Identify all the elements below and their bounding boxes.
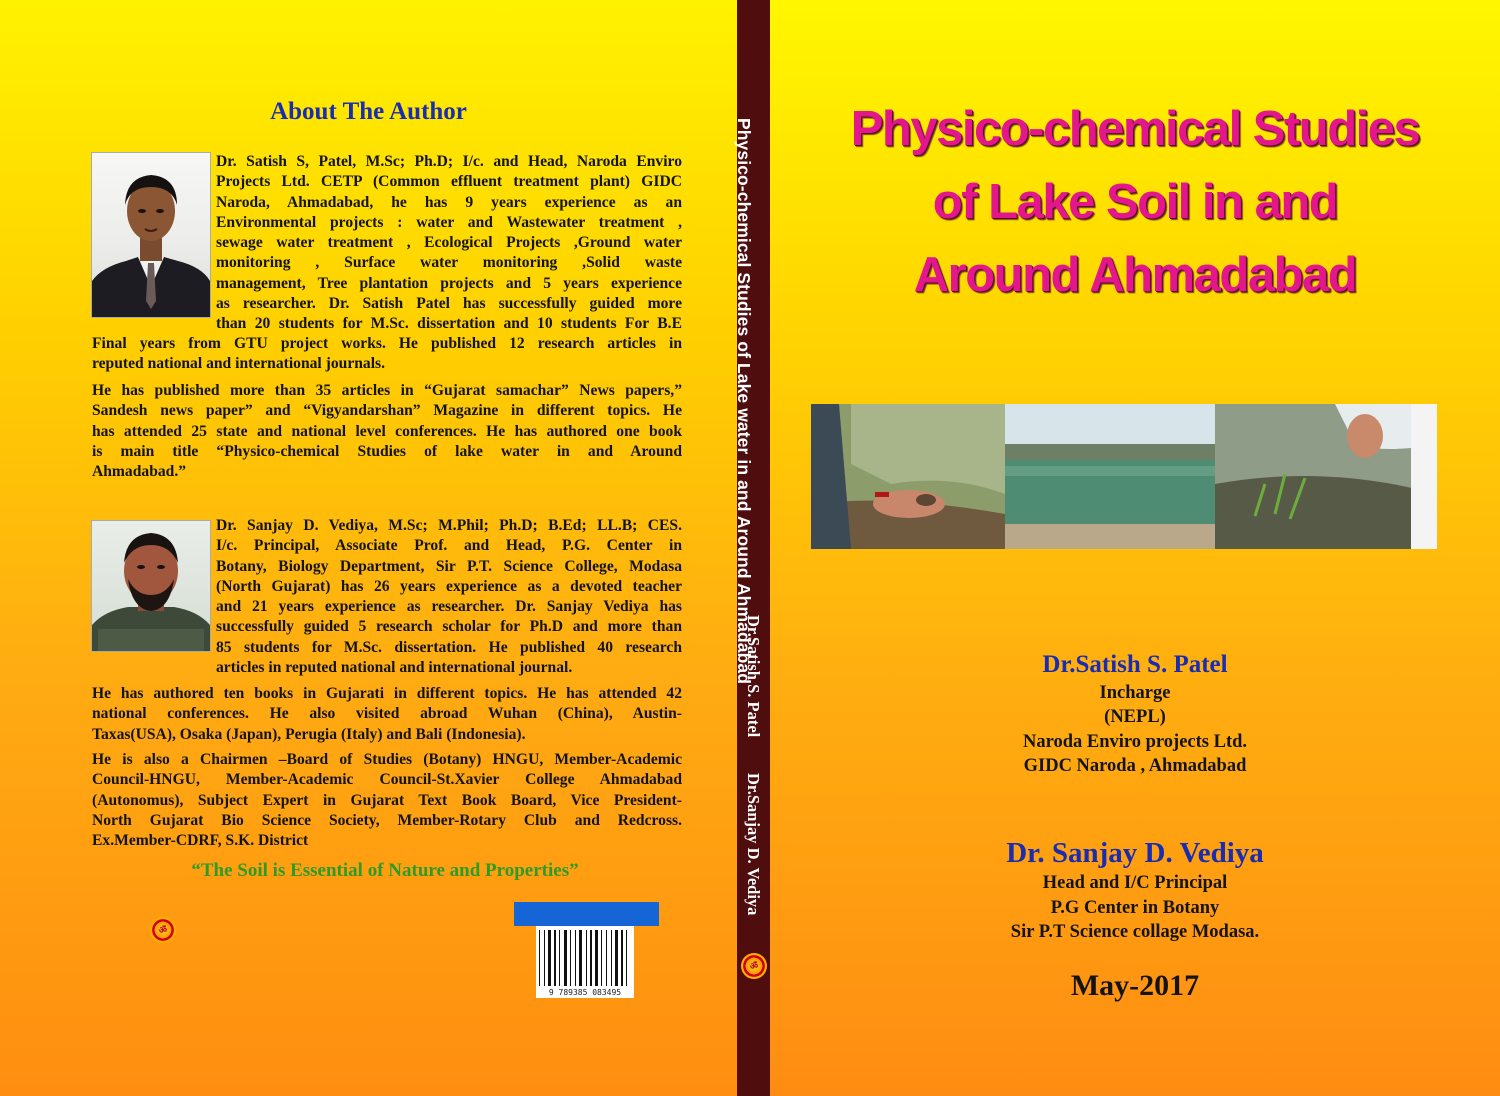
- spine-title: Physico-chemical Studies of Lake water in and Around Ahmadabad: [734, 118, 754, 684]
- price-bar: [514, 902, 659, 926]
- bio-line: North Gujarat Bio Science Society, Member-Rotary Club and Redcross.: [92, 811, 682, 829]
- isbn-barcode: [536, 926, 634, 998]
- front-author1-name: Dr.Satish S. Patel: [1042, 651, 1228, 678]
- author2-photo: [91, 520, 211, 652]
- book-title: [770, 93, 1500, 312]
- motto-quote: “The Soil is Essential of Nature and Properties”: [191, 860, 579, 881]
- bio-line: Sandesh news paper” and “Vigyandarshan” Magazine in different topics. He: [92, 402, 682, 420]
- title-line: Around Ahmadabad: [913, 248, 1357, 302]
- bio-line: 85 students for M.Sc. dissertation. He published 40 research: [216, 638, 682, 656]
- front-author1-line: Incharge: [1099, 683, 1171, 703]
- bio-line: than 20 students for M.Sc. dissertation and 10 students For B.E: [216, 315, 682, 333]
- front-author2-line: Sir P.T Science collage Modasa.: [1010, 922, 1260, 942]
- bio-line: national conferences. He also visited abroad Wuhan (China), Austin-: [92, 705, 682, 723]
- bio-line: has attended 25 state and national level conferences. He has authored one book: [92, 422, 682, 440]
- bio-line: Final years from GTU project works. He published 12 research articles in: [92, 335, 682, 352]
- front-author1-line: (NEPL): [1104, 707, 1166, 727]
- bio-line: Ahmadabad.”: [92, 463, 187, 481]
- bio-line: Taxas(USA), Osaka (Japan), Perugia (Italy) and Bali (Indonesia).: [92, 725, 526, 743]
- bio-line: articles in reputed national and international journal.: [216, 659, 573, 677]
- author1-photo: [91, 152, 211, 318]
- bio-line: (Autonomus), Subject Expert in Gujarat Text Book Board, Vice President-: [92, 791, 682, 809]
- bio-line: He has authored ten books in Gujarati in different topics. He has attended 42: [92, 685, 682, 702]
- author1-bio-wrapped: [216, 152, 682, 335]
- lake-photo: [1005, 404, 1215, 549]
- cover-photo-strip: [811, 404, 1437, 549]
- isbn-number: 9 789385 083495: [548, 988, 622, 997]
- bio-line: and 21 years experience as researcher. Dr. Sanjay Vediya has: [216, 598, 682, 616]
- bio-line: management, Tree plantation projects and 5 years experience: [216, 274, 682, 292]
- bio-line: monitoring , Surface water monitoring ,Solid waste: [216, 254, 682, 272]
- author2-roles: [92, 750, 682, 851]
- bio-line: is main title “Physico-chemical Studies of lake water in and Around: [92, 442, 682, 460]
- bio-line: He is also a Chairmen –Board of Studies (Botany) HNGU, Member-Academic: [92, 751, 682, 768]
- front-author2-name: Dr. Sanjay D. Vediya: [1006, 837, 1264, 869]
- bio-line: Ex.Member-CDRF, S.K. District: [92, 832, 309, 850]
- bio-line: He has published more than 35 articles in “Gujarat samachar” News papers,”: [92, 382, 682, 399]
- bio-line: (North Gujarat) has 26 years experience as a devoted teacher: [216, 577, 682, 595]
- title-line: of Lake Soil in and: [932, 175, 1338, 229]
- spine-author1: Dr.Satish S. Patel: [744, 615, 763, 738]
- bio-line: Naroda, Ahmadabad, he has 9 years experience as an: [216, 193, 682, 211]
- spine-author2: Dr.Sanjay D. Vediya: [744, 773, 763, 916]
- front-author2-line: Head and I/C Principal: [1042, 873, 1228, 893]
- bio-line: Dr. Satish S, Patel, M.Sc; Ph.D; I/c. and Head, Naroda Enviro: [216, 153, 682, 170]
- bio-line: Projects Ltd. CETP (Common effluent treatment plant) GIDC: [216, 173, 682, 191]
- publication-date: May-2017: [1070, 969, 1200, 1002]
- about-author-heading: About The Author: [270, 98, 467, 125]
- bio-line: reputed national and international journals.: [92, 355, 386, 373]
- author1-publications: [92, 381, 682, 482]
- barcode-bars-icon: [536, 926, 634, 988]
- bio-line: I/c. Principal, Associate Prof. and Head, P.G. Center in: [216, 537, 682, 555]
- soil-sample-photo: [811, 404, 1005, 549]
- spine-publisher-logo-icon: ॐ: [741, 953, 767, 979]
- publisher-logo-icon: ॐ: [150, 917, 176, 943]
- front-author1-line: GIDC Naroda , Ahmadabad: [1023, 756, 1247, 776]
- author1-bio-continued: [92, 334, 682, 375]
- author2-bio: [216, 516, 682, 678]
- front-author2-line: P.G Center in Botany: [1050, 898, 1220, 918]
- bio-line: Environmental projects : water and Wastewater treatment ,: [216, 213, 682, 231]
- bio-line: sewage water treatment , Ecological Projects ,Ground water: [216, 234, 682, 252]
- bio-line: Council-HNGU, Member-Academic Council-St.Xavier College Ahmadabad: [92, 771, 682, 789]
- bio-line: as researcher. Dr. Satish Patel has successfully guided more: [216, 295, 682, 313]
- water-sampling-photo: [1215, 404, 1437, 549]
- title-line: Physico-chemical Studies: [850, 102, 1420, 156]
- bio-line: successfully guided 5 research scholar for Ph.D and more than: [216, 618, 682, 636]
- author2-books-travel: [92, 684, 682, 745]
- front-author1-line: Naroda Enviro projects Ltd.: [1022, 732, 1248, 752]
- bio-line: Dr. Sanjay D. Vediya, M.Sc; M.Phil; Ph.D; B.Ed; LL.B; CES.: [216, 517, 682, 534]
- bio-line: Botany, Biology Department, Sir P.T. Science College, Modasa: [216, 557, 682, 575]
